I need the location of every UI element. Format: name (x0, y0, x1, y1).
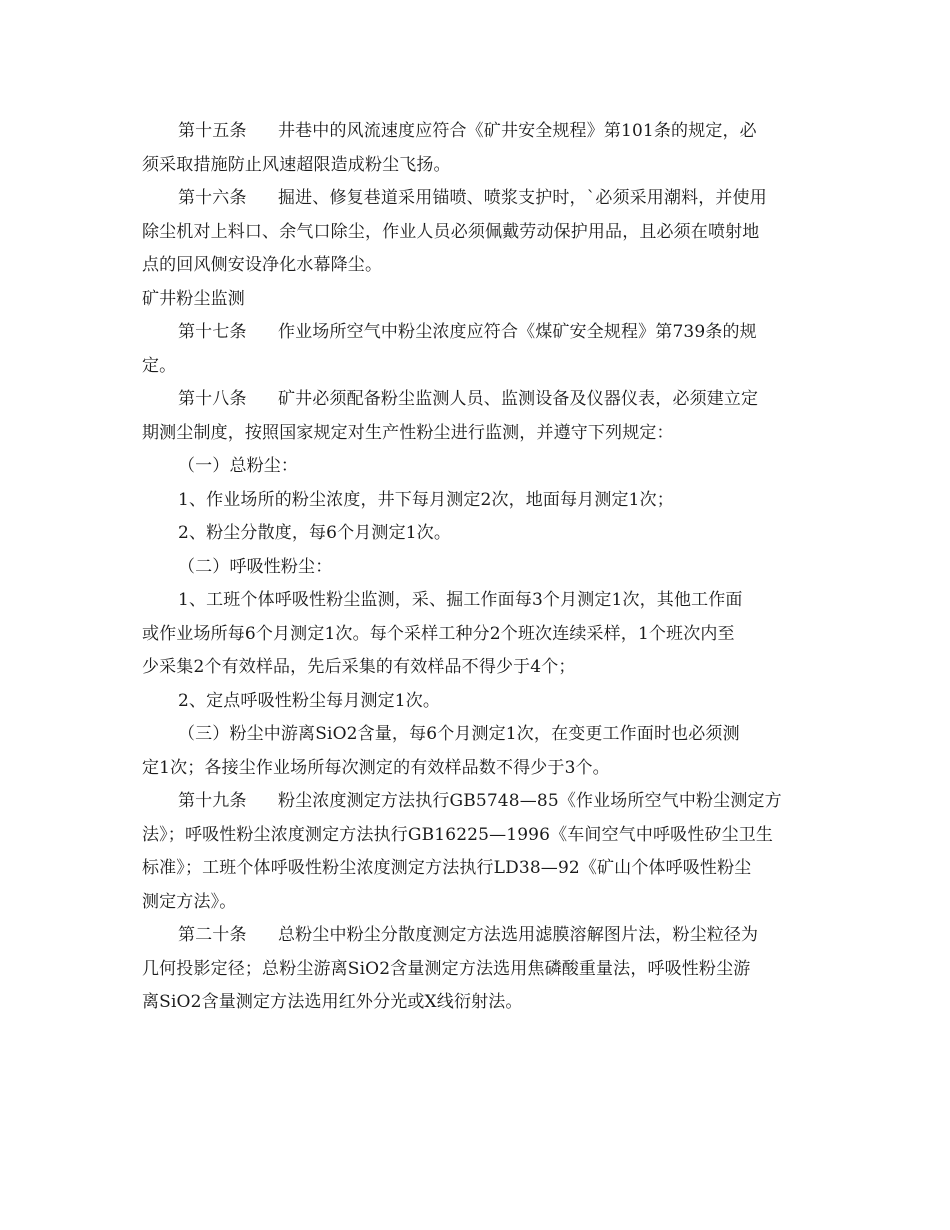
list-heading-total-dust: （一）总粉尘： (178, 456, 299, 476)
paragraph-text: 井巷中的风流速度应符合《矿井安全规程》第101条的规定，必 (278, 121, 757, 141)
list-item: 2、粉尘分散度，每6个月测定1次。 (178, 523, 451, 543)
article-16-line-3: 点的回风侧安设净化水幕降尘。 (142, 255, 383, 275)
list-item: 2、定点呼吸性粉尘每月测定1次。 (178, 690, 441, 711)
list-item-continued: 或作业场所每6个月测定1次。每个采样工种分2个班次连续采样，1个班次内至 (142, 623, 735, 644)
list-item-continued: 定1次；各接尘作业场所每次测定的有效样品数不得少于3个。 (142, 757, 610, 778)
list-item: 1、作业场所的粉尘浓度，井下每月测定2次，地面每月测定1次； (178, 489, 674, 510)
list-item: 1、工班个体呼吸性粉尘监测，采、掘工作面每3个月测定1次，其他工作面 (178, 590, 743, 610)
article-20-line-2: 几何投影定径；总粉尘游离SiO2含量测定方法选用焦磷酸重量法，呼吸性粉尘游 (142, 958, 751, 979)
paragraph-text: 作业场所空气中粉尘浓度应符合《煤矿安全规程》第739条的规 (278, 322, 757, 342)
article-19-line-3: 标准》；工班个体呼吸性粉尘浓度测定方法执行LD38—92《矿山个体呼吸性粉尘 (142, 858, 752, 878)
paragraph-text: 掘进、修复巷道采用锚喷、喷浆支护时，`必须采用潮料，并使用 (278, 188, 767, 208)
article-15-line-2: 须采取措施防止风速超限造成粉尘飞扬。 (142, 154, 451, 175)
article-number: 第十八条 (178, 389, 247, 409)
article-19-line-2: 法》；呼吸性粉尘浓度测定方法执行GB16225—1996《车间空气中呼吸性矽尘卫生 (142, 824, 774, 845)
article-19-line-4: 测定方法》。 (142, 891, 237, 912)
article-17-line-2: 定。 (142, 355, 177, 376)
article-19-line-1 (142, 785, 814, 819)
document-body (142, 115, 814, 1020)
list-item-continued: 少采集2个有效样品，先后采集的有效样品不得少于4个； (142, 657, 576, 677)
section-heading: 矿井粉尘监测 (142, 288, 245, 309)
paragraph-text: 矿井必须配备粉尘监测人员、监测设备及仪器仪表，必须建立定 (278, 389, 759, 409)
article-16-line-1 (142, 182, 814, 216)
paragraph-text: 粉尘浓度测定方法执行GB5748—85《作业场所空气中粉尘测定方 (278, 791, 782, 811)
article-number: 第十五条 (178, 121, 247, 141)
article-number: 第十六条 (178, 188, 247, 208)
article-18-line-1 (142, 383, 814, 417)
article-20-line-1 (142, 919, 814, 953)
article-17-line-1 (142, 316, 814, 350)
article-16-line-2: 除尘机对上料口、余气口除尘，作业人员必须佩戴劳动保护用品，且必须在喷射地 (142, 221, 760, 242)
article-number: 第二十条 (178, 925, 247, 945)
list-heading-sio2: （三）粉尘中游离SiO2含量，每6个月测定1次，在变更工作面时也必须测 (178, 724, 740, 744)
article-20-line-3: 离SiO2含量测定方法选用红外分光或X线衍射法。 (142, 992, 523, 1012)
article-15-line-1 (142, 115, 814, 149)
article-number: 第十七条 (178, 322, 247, 342)
paragraph-text: 总粉尘中粉尘分散度测定方法选用滤膜溶解图片法，粉尘粒径为 (278, 925, 759, 945)
article-18-line-2: 期测尘制度，按照国家规定对生产性粉尘进行监测，并遵守下列规定： (142, 422, 674, 443)
article-number: 第十九条 (178, 791, 247, 811)
list-heading-respirable-dust: （二）呼吸性粉尘： (178, 556, 333, 577)
